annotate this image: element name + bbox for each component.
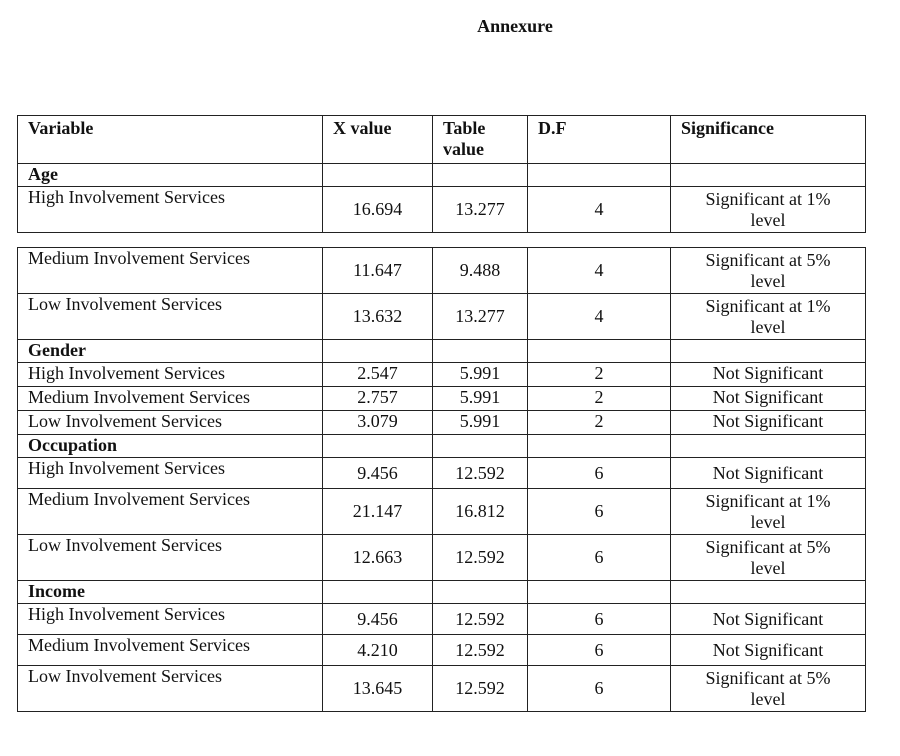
header-df: D.F: [528, 116, 671, 164]
df-cell: 6: [528, 635, 671, 666]
variable-cell: High Involvement Services: [18, 458, 323, 489]
group-label: Income: [18, 581, 323, 604]
x-value-cell: 11.647: [323, 248, 433, 294]
x-value-cell: 9.456: [323, 604, 433, 635]
variable-cell: Low Involvement Services: [18, 535, 323, 581]
significance-cell: Significant at 5% level: [671, 666, 866, 712]
significance-cell: Not Significant: [671, 387, 866, 411]
page-title: Annexure: [477, 16, 553, 36]
df-cell: 2: [528, 387, 671, 411]
df-cell: 2: [528, 411, 671, 435]
table-value-cell: 12.592: [433, 666, 528, 712]
df-cell: 6: [528, 666, 671, 712]
annexure-table-top: [17, 115, 866, 233]
group-row-gender: [18, 340, 866, 363]
significance-cell: Significant at 1% level: [671, 489, 866, 535]
significance-cell: Not Significant: [671, 411, 866, 435]
header-significance: Significance: [671, 116, 866, 164]
group-row-age: [18, 164, 866, 187]
group-label: Gender: [18, 340, 323, 363]
x-value-cell: 16.694: [323, 187, 433, 233]
x-value-cell: 21.147: [323, 489, 433, 535]
table-row: [18, 635, 866, 666]
group-row-income: [18, 581, 866, 604]
x-value-cell: 2.757: [323, 387, 433, 411]
table-row: [18, 666, 866, 712]
table-value-cell: 12.592: [433, 635, 528, 666]
table-value-cell: 5.991: [433, 411, 528, 435]
table-row: [18, 248, 866, 294]
variable-cell: High Involvement Services: [18, 187, 323, 233]
table-value-cell: 12.592: [433, 604, 528, 635]
significance-cell: Significant at 1% level: [671, 294, 866, 340]
variable-cell: Low Involvement Services: [18, 294, 323, 340]
table-value-cell: 9.488: [433, 248, 528, 294]
significance-cell: Significant at 1% level: [671, 187, 866, 233]
table-row: [18, 458, 866, 489]
df-cell: 6: [528, 489, 671, 535]
x-value-cell: 9.456: [323, 458, 433, 489]
df-cell: 4: [528, 294, 671, 340]
x-value-cell: 13.632: [323, 294, 433, 340]
table-value-cell: 13.277: [433, 294, 528, 340]
variable-cell: Medium Involvement Services: [18, 489, 323, 535]
table-value-cell: 16.812: [433, 489, 528, 535]
variable-cell: High Involvement Services: [18, 363, 323, 387]
table-value-cell: 13.277: [433, 187, 528, 233]
df-cell: 6: [528, 535, 671, 581]
table-row: [18, 604, 866, 635]
df-cell: 4: [528, 248, 671, 294]
table-value-cell: 12.592: [433, 458, 528, 489]
header-variable: Variable: [18, 116, 323, 164]
group-label: Age: [18, 164, 323, 187]
header-x-value: X value: [323, 116, 433, 164]
x-value-cell: 2.547: [323, 363, 433, 387]
annexure-table-bottom: [17, 247, 866, 712]
x-value-cell: 13.645: [323, 666, 433, 712]
significance-cell: Not Significant: [671, 604, 866, 635]
significance-cell: Significant at 5% level: [671, 248, 866, 294]
significance-cell: Not Significant: [671, 363, 866, 387]
variable-cell: Medium Involvement Services: [18, 635, 323, 666]
header-table-value: Table value: [433, 116, 528, 164]
x-value-cell: 12.663: [323, 535, 433, 581]
variable-cell: Low Involvement Services: [18, 411, 323, 435]
table-row: [18, 363, 866, 387]
table-row: [18, 294, 866, 340]
df-cell: 6: [528, 604, 671, 635]
variable-cell: Medium Involvement Services: [18, 248, 323, 294]
df-cell: 2: [528, 363, 671, 387]
table-row: [18, 489, 866, 535]
group-row-occupation: [18, 435, 866, 458]
df-cell: 4: [528, 187, 671, 233]
significance-cell: Significant at 5% level: [671, 535, 866, 581]
table-row: [18, 387, 866, 411]
table-row: [18, 187, 866, 233]
significance-cell: Not Significant: [671, 635, 866, 666]
variable-cell: Medium Involvement Services: [18, 387, 323, 411]
variable-cell: Low Involvement Services: [18, 666, 323, 712]
group-label: Occupation: [18, 435, 323, 458]
df-cell: 6: [528, 458, 671, 489]
significance-cell: Not Significant: [671, 458, 866, 489]
table-row: [18, 535, 866, 581]
table-row: [18, 411, 866, 435]
table-header-row: [18, 116, 866, 164]
x-value-cell: 4.210: [323, 635, 433, 666]
table-value-cell: 5.991: [433, 387, 528, 411]
table-value-cell: 12.592: [433, 535, 528, 581]
variable-cell: High Involvement Services: [18, 604, 323, 635]
x-value-cell: 3.079: [323, 411, 433, 435]
table-value-cell: 5.991: [433, 363, 528, 387]
